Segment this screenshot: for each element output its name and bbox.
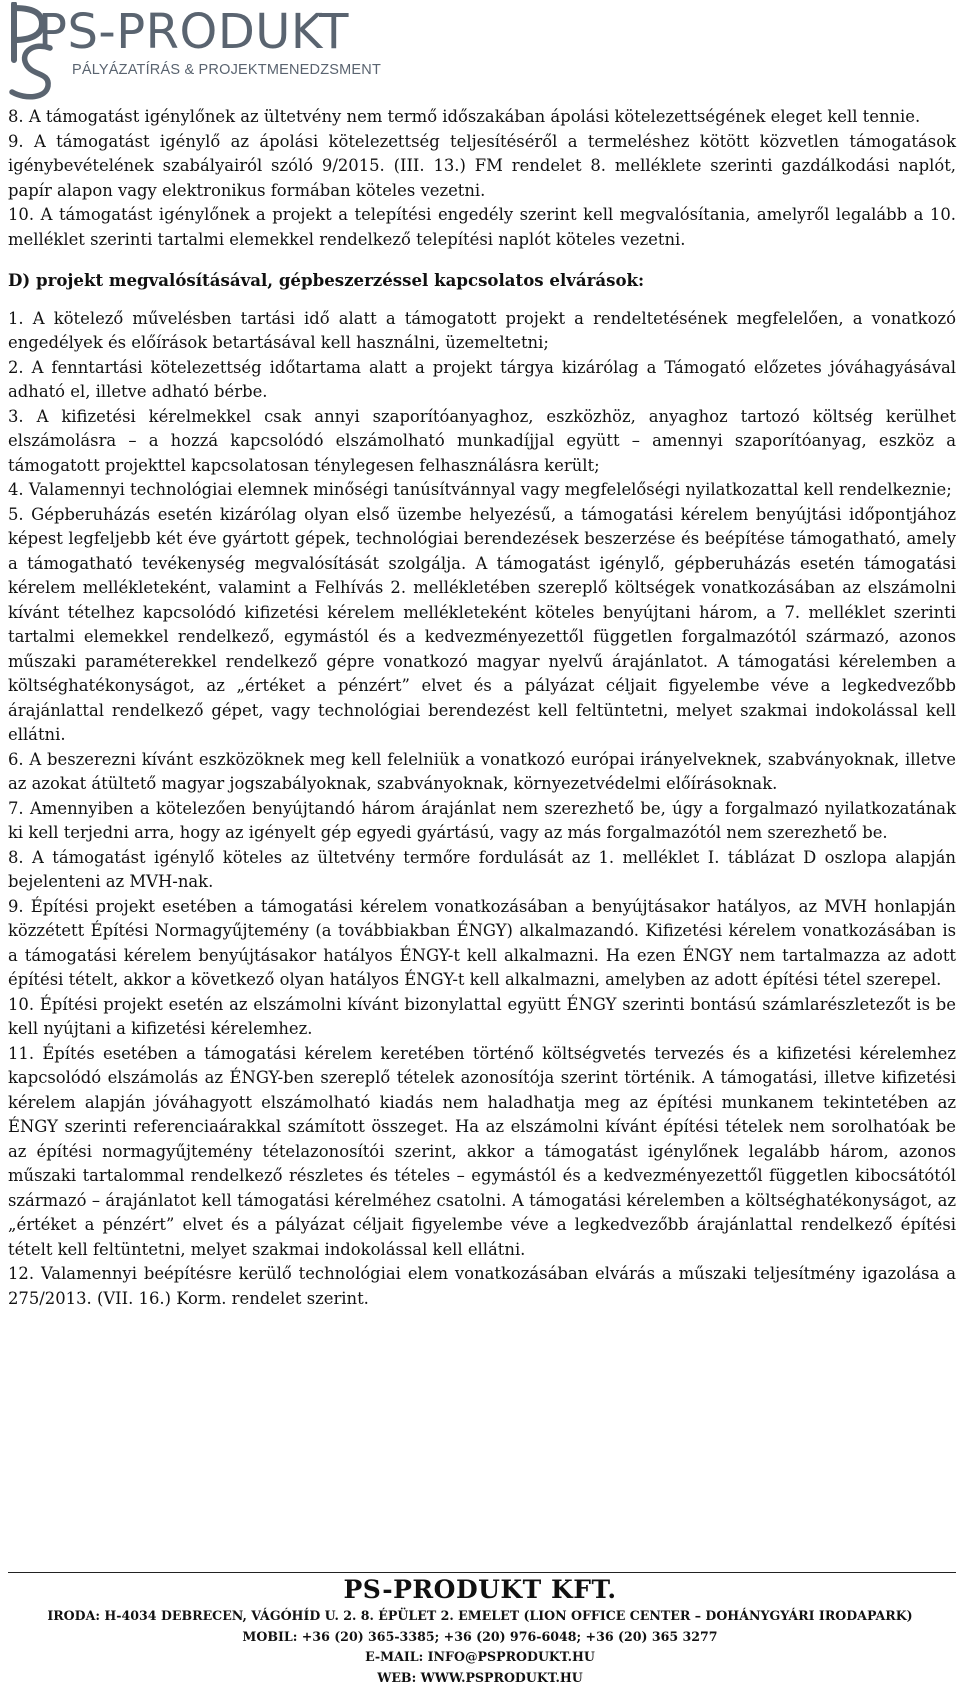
footer-mobile: MOBIL: +36 (20) 365-3385; +36 (20) 976-6048; +36 (20) 365 3277 <box>242 1628 718 1644</box>
paragraph: 7. Amennyiben a kötelezően benyújtandó három árajánlat nem szerezhető be, úgy a forgalmazó nyilatkozatának ki kell terjedni arra, hogy az igényelt gép egyedi gyártású, vagy az más forgalmazótól nem szerezhető be. <box>8 798 956 842</box>
paragraph: 6. A beszerezni kívánt eszközöknek meg kell felelniük a vonatkozó európai irányelveknek, szabványoknak, illetve az azokat átültető magyar jogszabályoknak, szabványoknak, környezetvédelmi előírásoknak. <box>8 749 956 793</box>
paragraph: 11. Építés esetében a támogatási kérelem keretében történő költségvetés tervezés és a kifizetési kérelemhez kapcsolódó elszámolás az ÉNGY-ben szereplő tételek azonosítója szerint történik. A támogatási, illetve kifizetési kérelem alapján jóváhagyott elszámolható kiadás nem haladhatja meg az építési munkanem tekintetében az ÉNGY szerinti referenciaárakkal számított összeget. Ha az elszámolni kívánt építési tételek nem sorolhatóak be az építési normagyűjtemény tételazonosítói szerint, akkor a támogatást igénylőnek legalább három, azonos műszaki tartalommal rendelkező részletes és tételes – egymástól és a kedvezményezettől független kibocsátótól származó – árajánlatot kell támogatási kérelméhez csatolni. A támogatási kérelemben a költséghatékonyságot, az „értéket a pénzért” elvet és a pályázat céljait figyelembe véve a legkedvezőbb árajánlattal rendelkező építési tételt kell feltüntetni, melyet szakmai indokolással kell ellátni. <box>8 1043 956 1259</box>
paragraph: 1. A kötelező művelésben tartási idő alatt a támogatott projekt a rendeltetésének megfelelően, a vonatkozó engedélyek és előírások betartásával kell használni, üzemeltetni; <box>8 308 956 352</box>
paragraph: 9. Építési projekt esetében a támogatási kérelem vonatkozásában a benyújtásakor hatályos, az MVH honlapján közzétett Építési Normagyűjtemény (a továbbiakban ÉNGY) alkalmazandó. Kifizetési kérelem vonatkozásában is a támogatási kérelem benyújtásakor hatályos ÉNGY-t kell alkalmazni. Ha ezen ÉNGY nem tartalmazza az adott építési tételt, akkor a következő olyan hatályos ÉNGY-t kell alkalmazni, amelyben az adott építési tétel szerepel. <box>8 896 956 989</box>
paragraph: 9. A támogatást igénylő az ápolási kötelezettség teljesítéséről a termeléshez kötött közvetlen támogatások igénybevételének szabályairól szóló 9/2015. (III. 13.) FM rendelet 8. melléklete szerinti gazdálkodási naplót, papír alapon vagy elektronikus formában köteles vezetni. <box>8 131 956 200</box>
footer-divider <box>8 1572 956 1573</box>
paragraph: 10. A támogatást igénylőnek a projekt a telepítési engedély szerint kell megvalósítania, amelyről legalább a 10. melléklet szerinti tartalmi elemekkel rendelkező telepítési naplót köteles vezetni. <box>8 205 956 249</box>
document-body <box>8 105 956 1311</box>
paragraph: 8. A támogatást igénylőnek az ültetvény nem termő időszakában ápolási kötelezettségének eleget kell tennie. <box>8 107 921 126</box>
section-heading: D) projekt megvalósításával, gépbeszerzéssel kapcsolatos elvárások: <box>8 270 645 290</box>
footer <box>0 1574 960 1688</box>
paragraph: 2. A fenntartási kötelezettség időtartama alatt a projekt tárgya kizárólag a Támogató előzetes jóváhagyásával adható el, illetve adható bérbe. <box>8 357 956 401</box>
paragraph: 12. Valamennyi beépítésre kerülő technológiai elem vonatkozásában elvárás a műszaki teljesítmény igazolása a 275/2013. (VII. 16.) Korm. rendelet szerint. <box>8 1264 956 1308</box>
paragraph: 4. Valamennyi technológiai elemnek minőségi tanúsítvánnyal vagy megfelelőségi nyilatkozattal kell rendelkeznie; <box>8 480 952 499</box>
letterhead-logo <box>4 2 381 102</box>
footer-email: E-MAIL: INFO@PSPRODUKT.HU <box>365 1649 595 1664</box>
footer-web: WEB: WWW.PSPRODUKT.HU <box>377 1669 583 1685</box>
paragraph: 10. Építési projekt esetén az elszámolni kívánt bizonylattal együtt ÉNGY szerinti bontású számlarészletezőt is be kell nyújtani a kifizetési kérelemhez. <box>8 994 956 1038</box>
brand-tagline: PÁLYÁZATÍRÁS & PROJEKTMENEDZSMENT <box>72 62 381 78</box>
paragraph: 5. Gépberuházás esetén kizárólag olyan első üzembe helyezésű, a támogatási kérelem benyújtási időpontjához képest legfeljebb két éve gyártott gépek, technológiai berendezések beszerzése és beépítése támogatható, amely a támogatható tevékenység megvalósítását szolgálja. A támogatást igénylő, gépberuházás esetén támogatási kérelem mellékleteként, valamint a Felhívás 2. mellékletében szereplő költségek vonatkozásában az elszámolni kívánt tételhez kapcsolódó kifizetési kérelem mellékleteként köteles benyújtani három, a 7. melléklet szerinti tartalmi elemekkel rendelkező, egymástól és a kedvezményezettől független forgalmazótól származó, azonos műszaki paraméterekkel rendelkező gépre vonatkozó magyar nyelvű árajánlatot. A támogatási kérelemben a költséghatékonyságot, az „értéket a pénzért” elvet és a pályázat céljait figyelembe véve a legkedvezőbb árajánlattal rendelkező gépet, vagy technológiai berendezést kell feltüntetni, melyet szakmai indokolással kell ellátni. <box>8 504 956 744</box>
brand-name: PS-PRODUKT <box>38 4 349 60</box>
footer-company: PS-PRODUKT KFT. <box>343 1575 617 1604</box>
paragraph: 3. A kifizetési kérelmekkel csak annyi szaporítóanyaghoz, eszközhöz, anyaghoz tartozó költség kerülhet elszámolásra – a hozzá kapcsolódó elszámolható munkadíjjal együtt – amennyi szaporítóanyag, eszköz a támogatott projekttel kapcsolatosan ténylegesen felhasználásra került; <box>8 406 956 475</box>
footer-office: IRODA: H-4034 DEBRECEN, VÁGÓHÍD U. 2. 8. ÉPÜLET 2. EMELET (LION OFFICE CENTER – DOHÁNYGYÁRI IRODAPARK) <box>47 1608 913 1623</box>
paragraph: 8. A támogatást igénylő köteles az ültetvény termőre fordulását az 1. melléklet I. táblázat D oszlopa alapján bejelenteni az MVH-nak. <box>8 847 956 891</box>
